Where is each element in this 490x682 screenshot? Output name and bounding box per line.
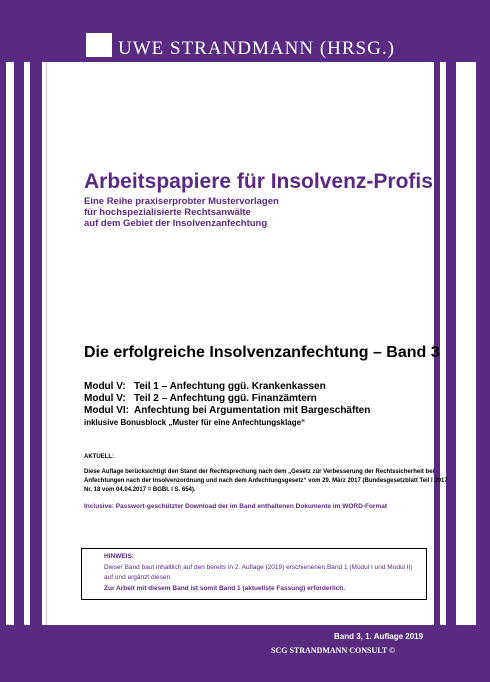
right-rail — [446, 0, 456, 682]
series-subtitle-line: auf dem Gebiet der Insolvenzanfechtung — [84, 218, 268, 229]
hinweis-text: Dieser Band baut inhaltlich auf den bereits in 2. Auflage (2019) erschienenen Band 1 (Modul I und Modul II) auf und ergänzt diesen. — [104, 564, 413, 581]
aktuell-text: Diese Auflage berücksichtigt den Stand der Rechtsprechung nach dem „Gesetz zur Verbesserung der Rechtssicherheit bei Anfechtungen nach der Insolvenzordnung und nach dem Anfechtungsgesetz“ vom 29. März 2017 (Bundesgesetzblatt Teil I 2017 Nr. 18 vom 04.04.2017 = BGBl. I S. 654). — [84, 469, 448, 493]
series-subtitle-line: für hochspezialisierte Rechtsanwälte — [84, 207, 251, 218]
book-title: Die erfolgreiche Insolvenzanfechtung – Band 3 — [84, 344, 440, 361]
module-line — [84, 393, 317, 404]
hinweis-heading: HINWEIS: — [104, 553, 134, 560]
inclusive-note: Inclusive: Passwort-geschützter Download der im Band enthaltenen Dokumente im WORD-Format — [84, 503, 388, 510]
divider — [46, 62, 47, 625]
copyright-label: SCG STRANDMANN CONSULT © — [271, 646, 395, 655]
publisher-name: UWE STRANDMANN (HRSG.) — [118, 38, 395, 59]
right-rail — [476, 0, 490, 682]
left-rail — [14, 0, 24, 682]
module-text: Teil 2 – Anfechtung ggü. Finanzämtern — [134, 393, 317, 404]
logo-square-icon — [86, 33, 112, 57]
hinweis-requirement: Zur Arbeit mit diesem Band ist somit Band 1 (aktuellste Fassung) erforderlich. — [104, 585, 346, 592]
module-line — [84, 381, 326, 392]
bonus-note: inklusive Bonusblock „Muster für eine Anfechtungsklage“ — [84, 418, 306, 427]
module-line — [84, 405, 370, 416]
left-rail — [30, 0, 42, 682]
module-tag: Modul V: — [84, 393, 126, 404]
module-text: Teil 1 – Anfechtung ggü. Krankenkassen — [134, 381, 326, 392]
edition-label: Band 3, 1. Auflage 2019 — [334, 632, 424, 641]
module-tag: Modul V: — [84, 381, 126, 392]
series-subtitle-line: Eine Reihe praxiserprobter Mustervorlagen — [84, 196, 279, 207]
series-title: Arbeitspapiere für Insolvenz-Profis — [84, 170, 433, 193]
module-text: Anfechtung bei Argumentation mit Bargeschäften — [134, 405, 371, 416]
right-rail — [434, 0, 440, 682]
module-tag: Modul VI: — [84, 405, 129, 416]
aktuell-heading: AKTUELL: — [84, 454, 114, 460]
left-rail — [0, 0, 6, 682]
